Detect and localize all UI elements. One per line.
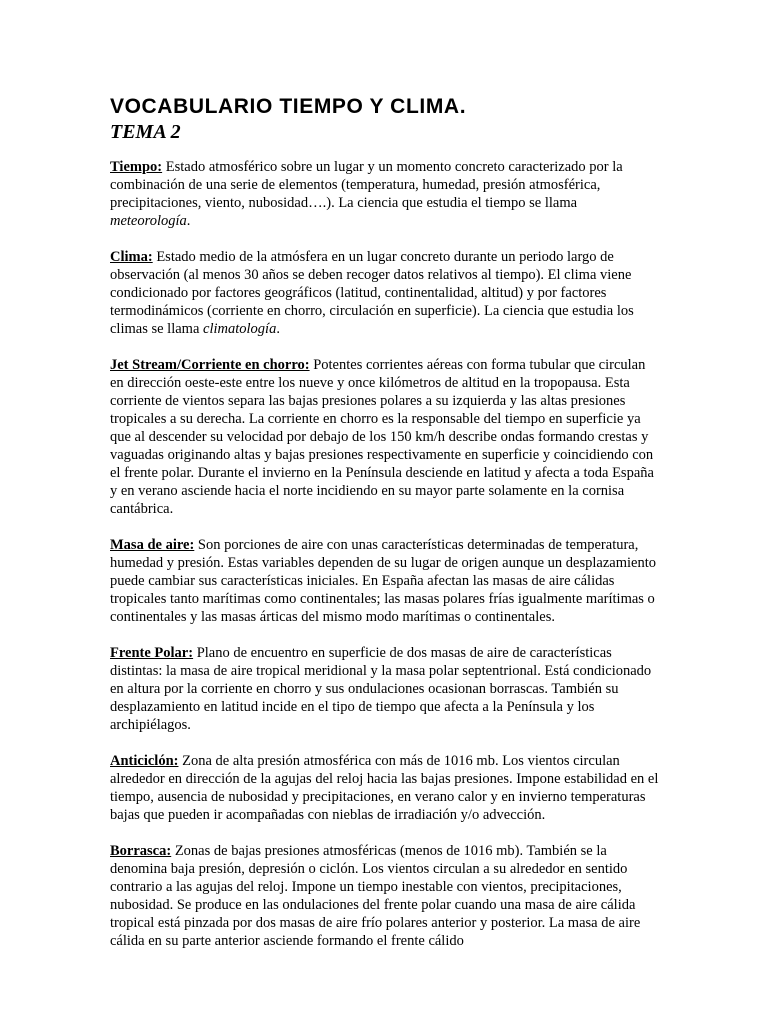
- document-subtitle: TEMA 2: [110, 121, 181, 143]
- entry-tiempo: [110, 158, 660, 230]
- definition-frente-polar: Plano de encuentro en superficie de dos masas de aire de características distintas: la masa de aire tropical meridional y la masa polar septentrional. Está condicionado en altura por la corriente en chorro y sus ondulaciones ocasionan borrascas. También su desplazamiento en latitud incide en el tipo de tiempo que afecta a la Península y los archipiélagos.: [110, 645, 652, 733]
- definition-masa-de-aire: Son porciones de aire con unas características determinadas de temperatura, humedad y presión. Estas variables dependen de su lugar de origen aunque un desplazamiento puede cambiar sus características iniciales. En España afectan las masas de aire cálidas tropicales tanto marítimas como continentales; las masas polares frías igualmente marítimas o continentales y las masas árticas del mismo modo marítimas o continentales.: [110, 537, 656, 625]
- entry-clima: [110, 248, 660, 338]
- term-masa-de-aire: Masa de aire:: [110, 537, 195, 553]
- emphasis-meteorologia: meteorología: [110, 213, 187, 229]
- emphasis-climatologia: climatología: [203, 321, 277, 337]
- term-anticiclon: Anticiclón:: [110, 753, 179, 769]
- definition-clima-tail: .: [276, 321, 280, 337]
- term-tiempo: Tiempo:: [110, 159, 163, 175]
- document-title: [110, 94, 660, 120]
- entry-anticiclon: [110, 752, 660, 824]
- definition-clima: Estado medio de la atmósfera en un lugar concreto durante un periodo largo de observación (al menos 30 años se deben recoger datos relativos al tiempo). El clima viene condicionado por factores geográficos (latitud, continentalidad, altitud) y por factores termodinámicos (corriente en chorro, circulación en superficie). La ciencia que estudia los climas se llama: [110, 249, 634, 337]
- entry-jet-stream: [110, 356, 660, 518]
- definition-anticiclon: Zona de alta presión atmosférica con más de 1016 mb. Los vientos circulan alrededor en dirección de la agujas del reloj hacia las bajas presiones. Impone estabilidad en el tiempo, ausencia de nubosidad y precipitaciones, en verano calor y en invierno temperaturas bajas que pueden ir acompañadas con nieblas de irradiación y/o advección.: [110, 753, 659, 823]
- definition-tiempo-tail: .: [186, 213, 191, 229]
- term-jet-stream: Jet Stream/Corriente en chorro:: [110, 357, 310, 373]
- term-clima: Clima:: [110, 249, 153, 265]
- document-body: [110, 94, 660, 968]
- definition-jet-stream: Potentes corrientes aéreas con forma tubular que circulan en dirección oeste-este entre los nueve y once kilómetros de altitud en la tropopausa. Esta corriente de vientos separa las bajas presiones polares a su izquierda y las altas presiones tropicales a su derecha. La corriente en chorro es la responsable del tiempo en superficie ya que al descender su velocidad por debajo de los 150 km/h describe ondas formando crestas y vaguadas originando altas y bajas presiones respectivamente en superficie y coincidiendo con el frente polar. Durante el invierno en la Península desciende en latitud y afecta a toda España y en verano asciende hacia el norte incidiendo en su mayor parte solamente en la cornisa cantábrica.: [110, 357, 654, 517]
- term-frente-polar: Frente Polar:: [110, 645, 194, 661]
- title-period: .: [459, 95, 467, 118]
- title-text: VOCABULARIO TIEMPO Y CLIMA: [110, 95, 460, 118]
- entry-borrasca: [110, 842, 660, 950]
- entry-masa-de-aire: [110, 536, 660, 626]
- definition-tiempo: Estado atmosférico sobre un lugar y un momento concreto caracterizado por la combinación de una serie de elementos (temperatura, humedad, presión atmosférica, precipitaciones, viento, nubosidad….). La ciencia que estudia el tiempo se llama: [110, 159, 623, 211]
- term-borrasca: Borrasca:: [110, 843, 172, 859]
- entry-frente-polar: [110, 644, 660, 734]
- definition-borrasca: Zonas de bajas presiones atmosféricas (menos de 1016 mb). También se la denomina baja presión, depresión o ciclón. Los vientos circulan a su alrededor en sentido contrario a las agujas del reloj. Impone un tiempo inestable con vientos, precipitaciones, nubosidad. Se produce en las ondulaciones del frente polar cuando una masa de aire cálida tropical está pinzada por dos masas de aire frío polares anterior y posterior. La masa de aire cálida en su parte anterior asciende formando el frente cálido: [110, 843, 641, 949]
